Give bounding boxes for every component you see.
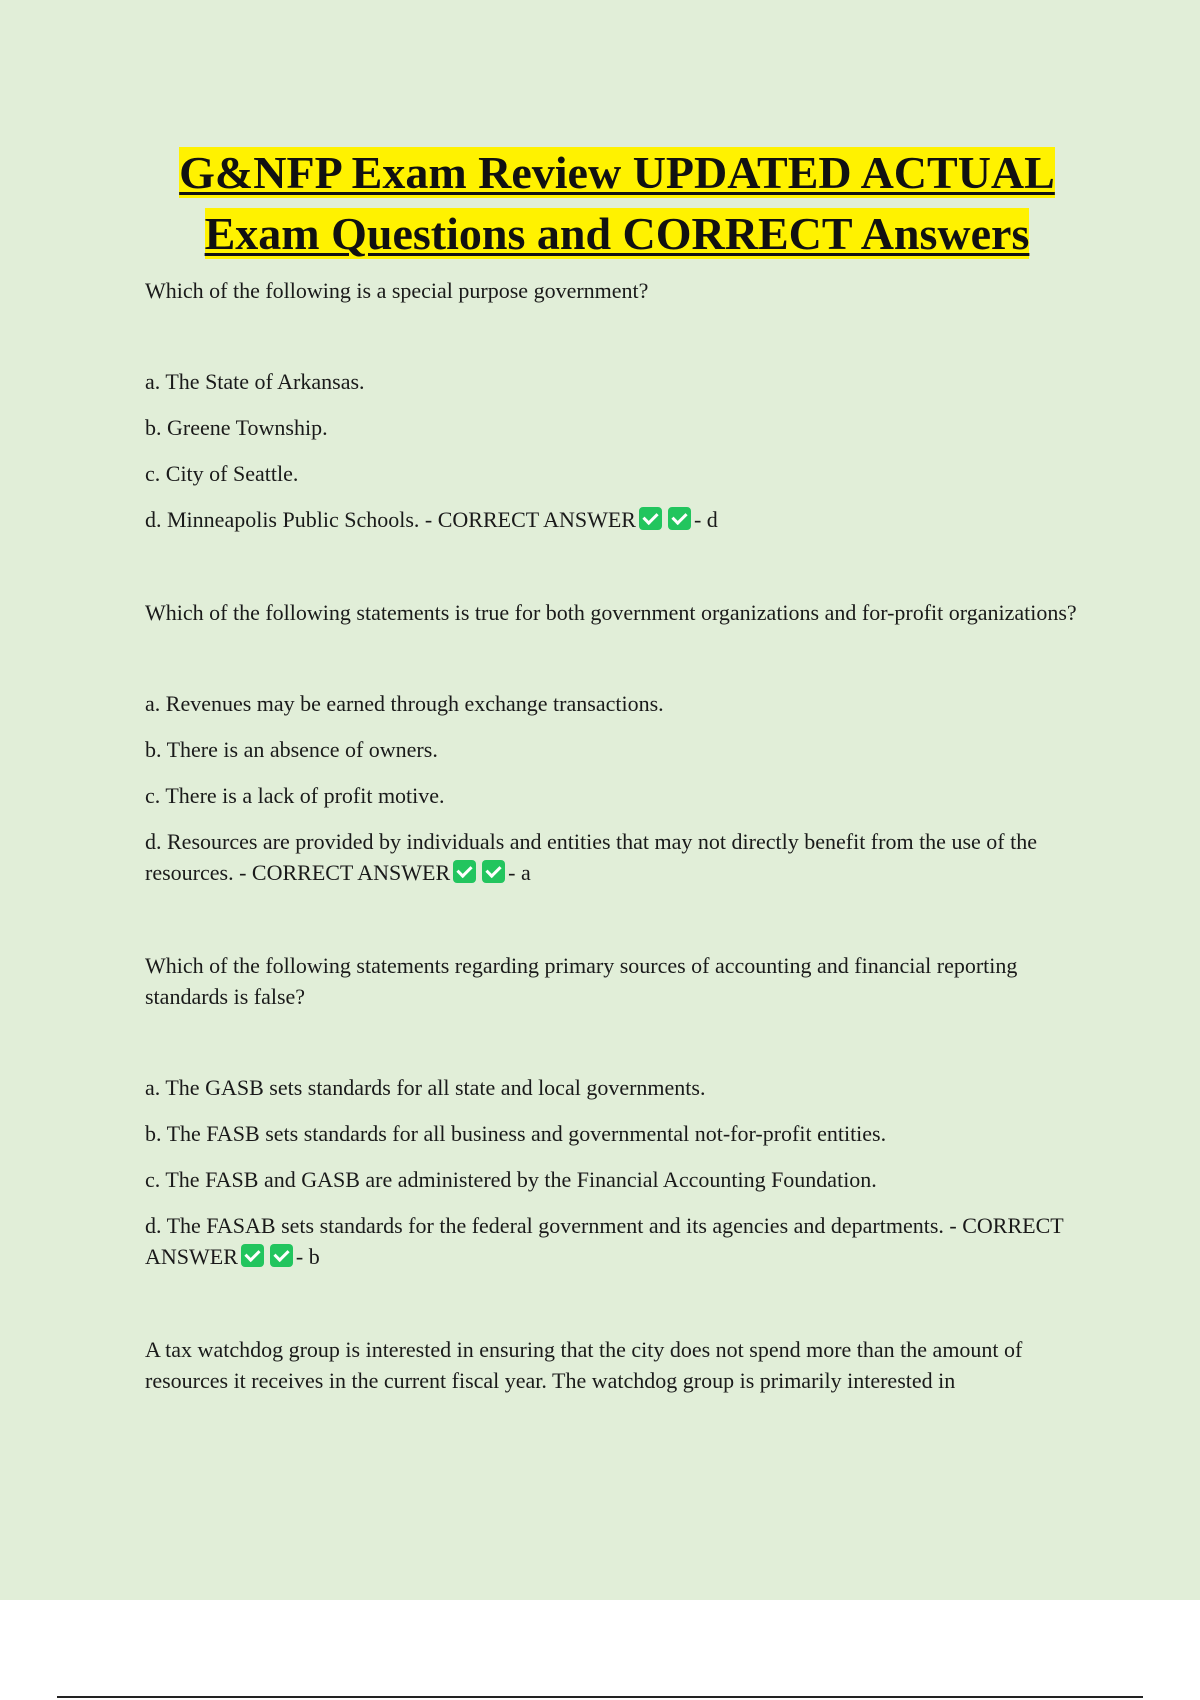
check-box-icon	[453, 860, 476, 883]
option-b: b. Greene Township.	[145, 415, 328, 440]
option-d-with-answer	[145, 826, 1090, 888]
option-d-with-answer	[145, 504, 1090, 535]
questions-body	[145, 275, 1090, 1456]
option-a: a. The GASB sets standards for all state and local governments.	[145, 1075, 706, 1100]
title-line-1: G&NFP Exam Review UPDATED ACTUAL	[179, 147, 1055, 198]
question-text: Which of the following statements regarding primary sources of accounting and financial reporting standards is false?	[145, 953, 1018, 1009]
option-d: d. Resources are provided by individuals and entities that may not directly benefit from the use of the resources.	[145, 829, 1037, 885]
correct-answer-label: - CORRECT ANSWER	[424, 507, 636, 532]
check-box-icon	[241, 1244, 264, 1267]
option-a: a. The State of Arkansas.	[145, 369, 365, 394]
option-b: b. There is an absence of owners.	[145, 737, 438, 762]
question-4	[145, 1334, 1090, 1396]
answer-letter: - d	[693, 507, 718, 532]
title-line-2: Exam Questions and CORRECT Answers	[204, 208, 1030, 259]
option-c: c. There is a lack of profit motive.	[145, 783, 445, 808]
question-text: A tax watchdog group is interested in ensuring that the city does not spend more than the amount of resources it receives in the current fiscal year. The watchdog group is primarily interested in	[145, 1337, 1023, 1393]
option-a: a. Revenues may be earned through exchange transactions.	[145, 691, 664, 716]
question-text: Which of the following is a special purpose government?	[145, 278, 649, 303]
check-box-icon	[639, 507, 662, 530]
option-c: c. City of Seattle.	[145, 461, 299, 486]
question-2	[145, 597, 1090, 888]
option-d: d. Minneapolis Public Schools.	[145, 507, 420, 532]
check-box-icon	[482, 860, 505, 883]
correct-answer-label: - CORRECT ANSWER	[239, 860, 451, 885]
correct-answer-label: - CORRECT ANSWER	[145, 1213, 1064, 1269]
answer-letter: - a	[508, 860, 531, 885]
option-c: c. The FASB and GASB are administered by the Financial Accounting Foundation.	[145, 1167, 877, 1192]
option-d: d. The FASAB sets standards for the federal government and its agencies and departments.	[145, 1213, 944, 1238]
check-box-icon	[270, 1244, 293, 1267]
option-b: b. The FASB sets standards for all business and governmental not-for-profit entities.	[145, 1121, 887, 1146]
question-1	[145, 275, 1090, 535]
document-title	[130, 142, 1104, 264]
check-box-icon	[668, 507, 691, 530]
answer-letter: - b	[295, 1244, 320, 1269]
question-text: Which of the following statements is true for both government organizations and for-profit organizations?	[145, 600, 1077, 625]
option-d-with-answer	[145, 1210, 1090, 1272]
question-3	[145, 950, 1090, 1272]
footer-divider	[57, 1696, 1143, 1698]
